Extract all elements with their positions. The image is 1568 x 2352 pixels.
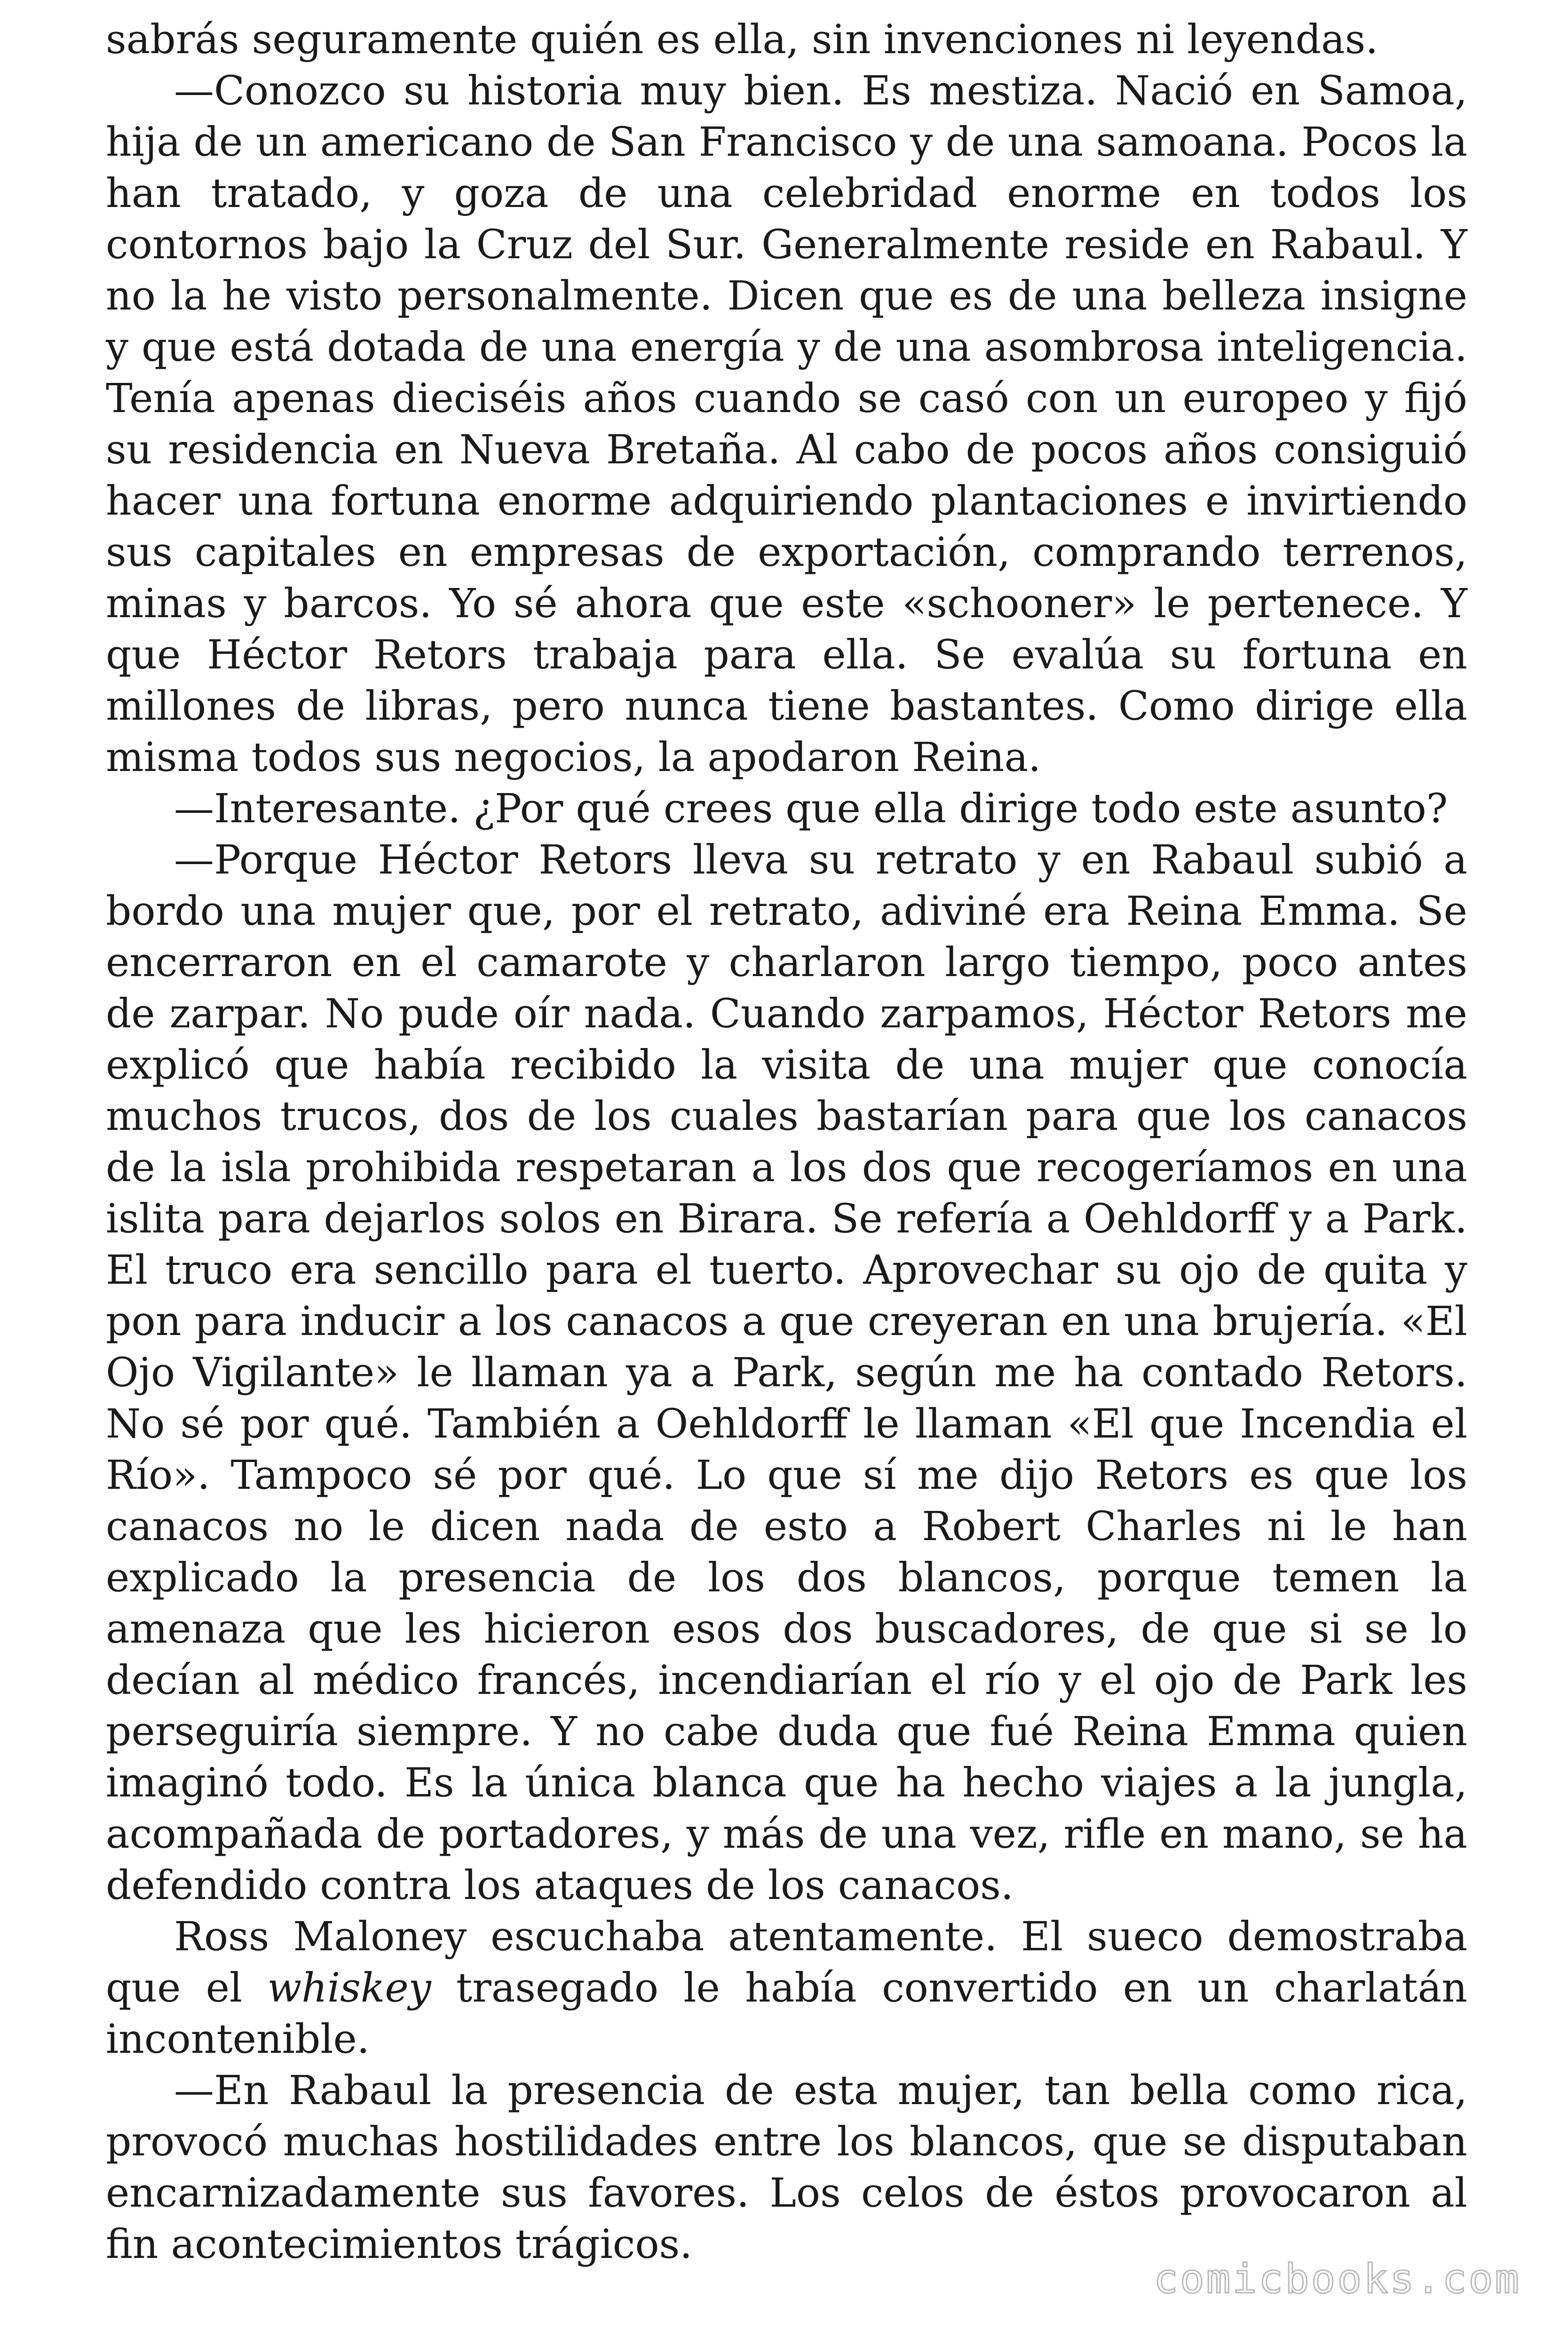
watermark: comicbooks.com bbox=[1154, 2256, 1521, 2303]
paragraph-3: —Interesante. ¿Por qué crees que ella dirige todo este asunto? bbox=[174, 786, 1448, 832]
paragraph-5-text-before: Ross Maloney escuchaba atentamente. El sueco demostraba que el bbox=[106, 1914, 1467, 2011]
paragraph-5-text-after: trasegado le había convertido en un charlatán incontenible. bbox=[106, 1965, 1467, 2063]
paragraph-1: sabrás seguramente quién es ella, sin invenciones ni leyendas. bbox=[106, 16, 1378, 63]
paragraph-6: —En Rabaul la presencia de esta mujer, tan bella como rica, provocó muchas hostilidades entre los blancos, que se disputaban encarnizadamente sus favores. Los celos de éstos provocaron al fin acontecimientos trágicos. bbox=[106, 2067, 1467, 2268]
paragraph-4: —Porque Héctor Retors lleva su retrato y en Rabaul subió a bordo una mujer que, por el retrato, adiviné era Reina Emma. Se encerraron en el camarote y charlaron largo tiempo, poco antes de zarpar. No pude oír nada. Cuando zarpamos, Héctor Retors me explicó que había recibido la visita de una mujer que conocía muchos trucos, dos de los cuales bastarían para que los canacos de la isla prohibida respetaran a los dos que recogeríamos en una islita para dejarlos solos en Birara. Se refería a Oehldorff y a Park. El truco era sencillo para el tuerto. Aprovechar su ojo de quita y pon para inducir a los canacos a que creyeran en una brujería. «El Ojo Vigilante» le llaman ya a Park, según me ha contado Retors. No sé por qué. También a Oehldorff le llaman «El que Incendia el Río». Tampoco sé por qué. Lo que sí me dijo Retors es que los canacos no le dicen nada de esto a Robert Charles ni le han explicado la presencia de los dos blancos, porque temen la amenaza que les hicieron esos dos buscadores, de que si se lo decían al médico francés, incendiarían el río y el ojo de Park les perseguiría siempre. Y no cabe duda que fué Reina Emma quien imaginó todo. Es la única blanca que ha hecho viajes a la jungla, acompañada de portadores, y más de una vez, rifle en mano, se ha defendido contra los ataques de los canacos. bbox=[106, 837, 1467, 1909]
paragraph-2: —Conozco su historia muy bien. Es mestiza. Nació en Samoa, hija de un americano de San Francisco y de una samoana. Pocos la han tratado, y goza de una celebridad enorme en todos los contornos bajo la Cruz del Sur. Generalmente reside en Rabaul. Y no la he visto personalmente. Dicen que es de una belleza insigne y que está dotada de una energía y de una asombrosa inteligencia. Tenía apenas dieciséis años cuando se casó con un europeo y fijó su residencia en Nueva Bretaña. Al cabo de pocos años consiguió hacer una fortuna enorme adquiriendo plantaciones e invirtiendo sus capitales en empresas de exportación, comprando terrenos, minas y barcos. Yo sé ahora que este «schooner» le pertenece. Y que Héctor Retors trabaja para ella. Se evalúa su fortuna en millones de libras, pero nunca tiene bastantes. Como dirige ella misma todos sus negocios, la apodaron Reina. bbox=[106, 68, 1467, 781]
book-page bbox=[106, 14, 1467, 2270]
italic-word: whiskey bbox=[267, 1965, 431, 2011]
paragraph-5 bbox=[106, 1911, 1467, 2065]
